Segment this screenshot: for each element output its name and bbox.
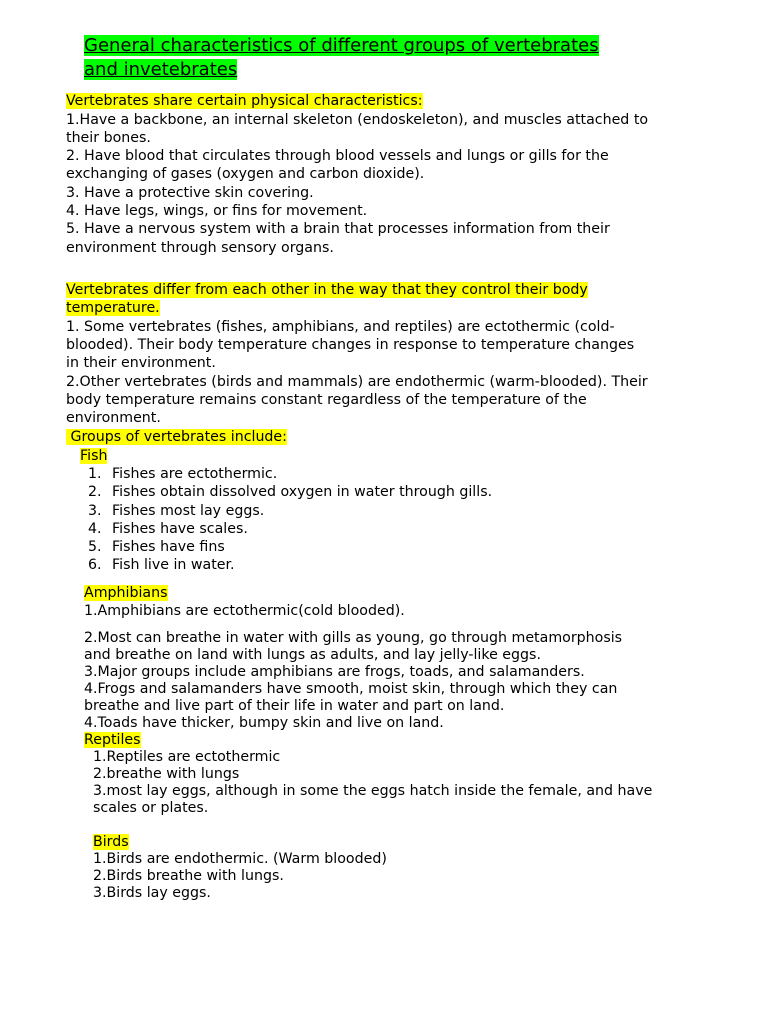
section1-line: 4. Have legs, wings, or fins for movement. bbox=[66, 203, 368, 219]
amphibians-line: 4.Frogs and salamanders have smooth, moist skin, through which they can bbox=[84, 680, 618, 697]
section1-line: their bones. bbox=[66, 129, 151, 146]
amphibians-line: and breathe on land with lungs as adults, and lay jelly-like eggs. bbox=[84, 646, 541, 663]
list-item: 5. Fishes have fins bbox=[88, 539, 225, 556]
section1-line: exchanging of gases (oxygen and carbon dioxide). bbox=[66, 166, 425, 183]
list-item: 1. Fishes are ectothermic. bbox=[88, 466, 278, 482]
list-item: 6. Fish live in water. bbox=[88, 557, 235, 574]
birds-line: 3.Birds lay eggs. bbox=[93, 885, 211, 901]
document-title bbox=[84, 34, 704, 82]
section2-line: 2.Other vertebrates (birds and mammals) are endothermic (warm-blooded). Their bbox=[66, 373, 648, 390]
section1-line: environment through sensory organs. bbox=[66, 239, 334, 256]
groups-heading: Groups of vertebrates include: bbox=[66, 429, 287, 445]
section1-line: 2. Have blood that circulates through blood vessels and lungs or gills for the bbox=[66, 148, 609, 165]
fish-list bbox=[88, 465, 492, 575]
title-line-1: General characteristics of different groups of vertebrates bbox=[84, 35, 599, 56]
reptiles-line: scales or plates. bbox=[93, 800, 209, 816]
section1-heading: Vertebrates share certain physical characteristics: bbox=[66, 93, 423, 109]
section1-line: 1.Have a backbone, an internal skeleton (endoskeleton), and muscles attached to bbox=[66, 111, 649, 128]
reptiles-line: 1.Reptiles are ectothermic bbox=[93, 749, 281, 765]
section2-line: environment. bbox=[66, 410, 161, 427]
list-item: 3. Fishes most lay eggs. bbox=[88, 502, 265, 519]
reptiles-heading: Reptiles bbox=[84, 732, 141, 748]
amphibians-line: 2.Most can breathe in water with gills as young, go through metamorphosis bbox=[84, 629, 623, 646]
section2-line: body temperature remains constant regardless of the temperature of the bbox=[66, 391, 587, 408]
birds-line: 2.Birds breathe with lungs. bbox=[93, 868, 284, 884]
amphibians-line: 3.Major groups include amphibians are frogs, toads, and salamanders. bbox=[84, 663, 585, 680]
fish-heading: Fish bbox=[80, 447, 108, 464]
section2-line: 1. Some vertebrates (fishes, amphibians, and reptiles) are ectothermic (cold- bbox=[66, 318, 615, 335]
section2-line: blooded). Their body temperature changes in response to temperature changes bbox=[66, 336, 635, 353]
amphibians-heading: Amphibians bbox=[84, 585, 168, 601]
list-item: 2. Fishes obtain dissolved oxygen in water through gills. bbox=[88, 484, 493, 501]
birds-heading: Birds bbox=[93, 834, 129, 850]
amphibians-line: 1.Amphibians are ectothermic(cold blooded). bbox=[84, 602, 405, 619]
section1-line: 5. Have a nervous system with a brain that processes information from their bbox=[66, 221, 610, 238]
amphibians-line: breathe and live part of their life in water and part on land. bbox=[84, 697, 505, 714]
section1-line: 3. Have a protective skin covering. bbox=[66, 184, 314, 201]
section2-heading-line-1: Vertebrates differ from each other in the way that they control their body bbox=[66, 282, 588, 298]
section2-line: in their environment. bbox=[66, 355, 216, 372]
list-item: 4. Fishes have scales. bbox=[88, 520, 248, 537]
birds-line: 1.Birds are endothermic. (Warm blooded) bbox=[93, 851, 387, 867]
amphibians-line: 4.Toads have thicker, bumpy skin and live on land. bbox=[84, 714, 444, 731]
title-line-2: and invetebrates bbox=[84, 59, 238, 80]
reptiles-line: 2.breathe with lungs bbox=[93, 766, 240, 782]
reptiles-line: 3.most lay eggs, although in some the eggs hatch inside the female, and have bbox=[93, 783, 653, 799]
section2-heading-line-2: temperature. bbox=[66, 300, 160, 317]
